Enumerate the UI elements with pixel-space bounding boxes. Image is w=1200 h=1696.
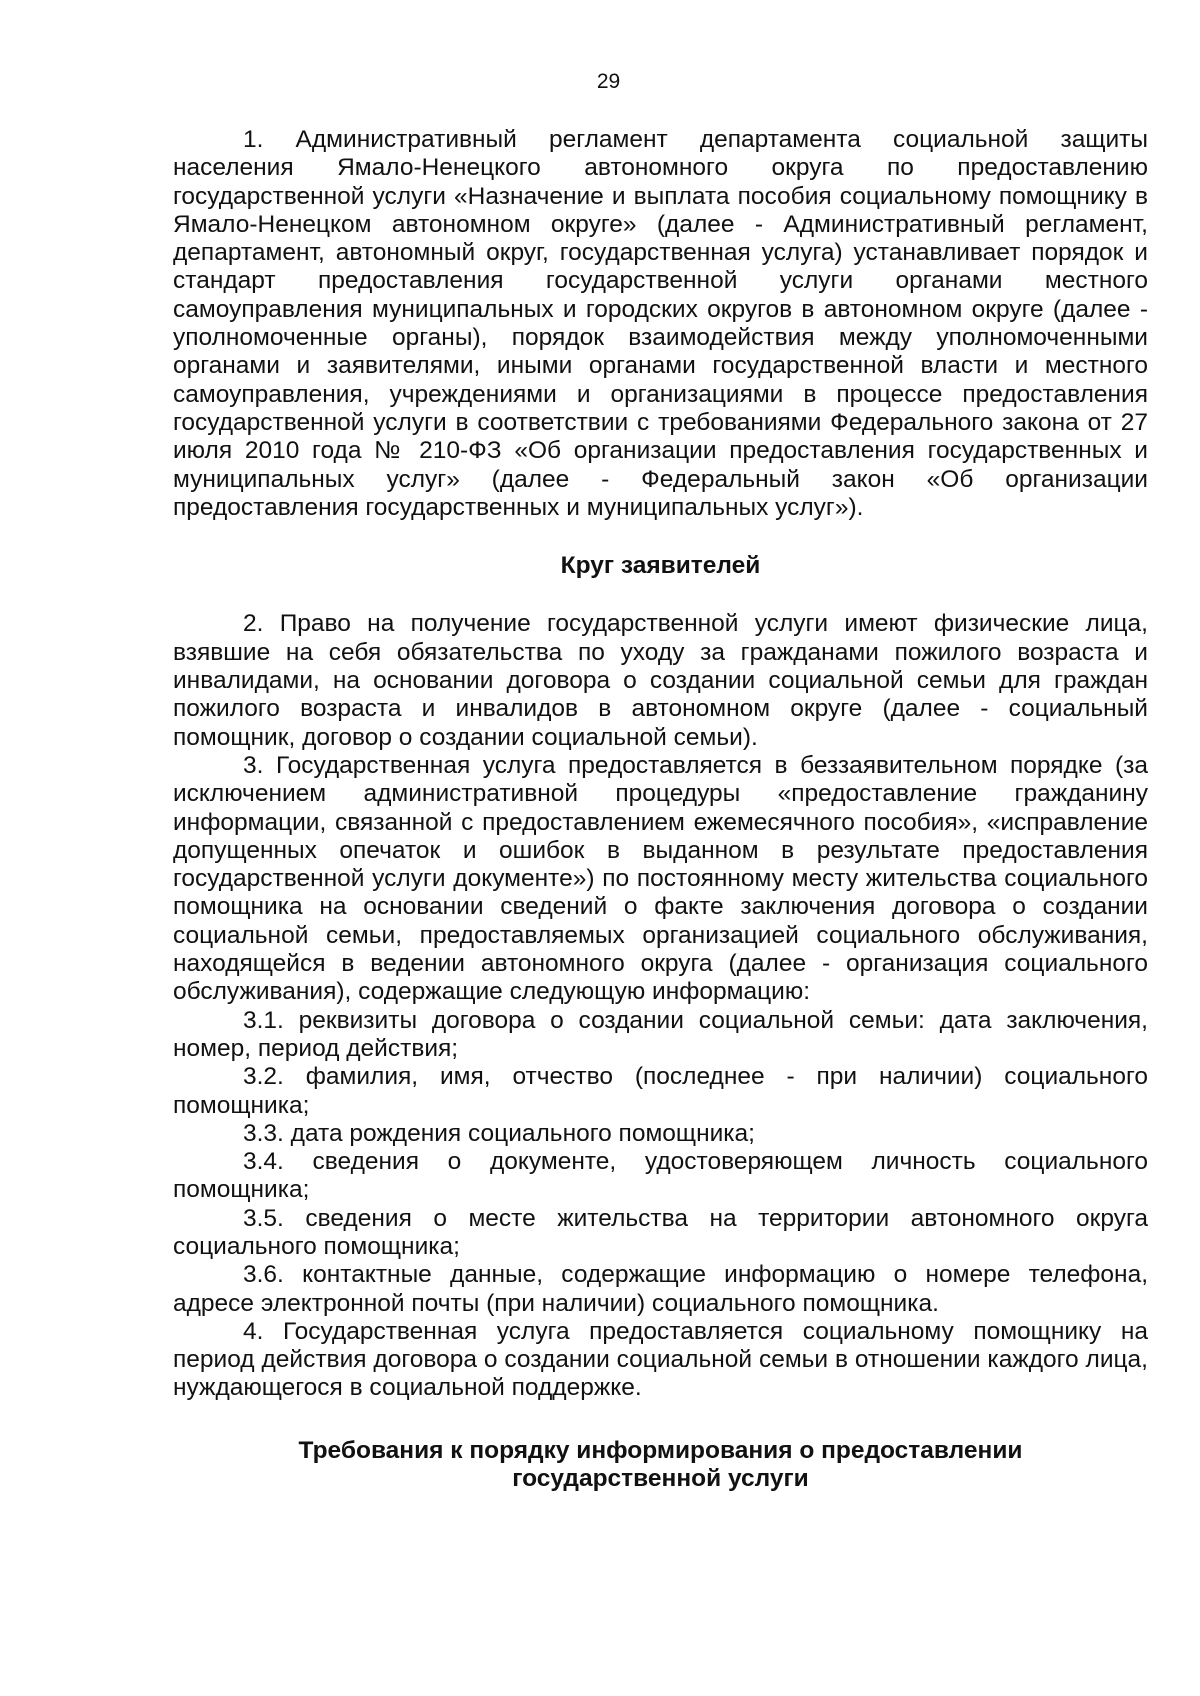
paragraph-3-1: 3.1. реквизиты договора о создании социальной семьи: дата заключения, номер, период действия;: [173, 1006, 1148, 1062]
paragraph-2: 2. Право на получение государственной услуги имеют физические лица, взявшие на себя обязательства по уходу за гражданами пожилого возраста и инвалидами, на основании договора о создании социальной семьи для граждан пожилого возраста и инвалидов в автономном округе (далее - социальный помощник, договор о создании социальной семьи).: [173, 610, 1148, 751]
paragraph-3-3: 3.3. дата рождения социального помощника;: [243, 1119, 755, 1147]
paragraph-1: 1. Административный регламент департамента социальной защиты населения Ямало-Ненецкого автономного округа по предоставлению государственной услуги «Назначение и выплата пособия социальному помощнику в Ямало-Ненецком автономном округе» (далее - Административный регламент, департамент, автономный округ, государственная услуга) устанавливает порядок и стандарт предоставления государственной услуги органами местного самоуправления муниципальных и городских округов в автономном округе (далее - уполномоченные органы), порядок взаимодействия между уполномоченными органами и заявителями, иными органами государственной власти и местного самоуправления, учреждениями и организациями в процессе предоставления государственной услуги в соответствии с требованиями Федерального закона от 27 июля 2010 года № 210-ФЗ «Об организации предоставления государственных и муниципальных услуг» (далее - Федеральный закон «Об организации предоставления государственных и муниципальных услуг»).: [173, 126, 1148, 521]
section-heading-informing-line-2: государственной услуги: [512, 1465, 809, 1493]
page-number: 29: [596, 70, 621, 93]
paragraph-3-6: 3.6. контактные данные, содержащие информацию о номере телефона, адресе электронной почты (при наличии) социального помощника.: [173, 1261, 1148, 1317]
section-heading-applicants: Круг заявителей: [560, 552, 761, 580]
document-body: [173, 126, 1148, 1493]
paragraph-3-5: 3.5. сведения о месте жительства на территории автономного округа социального помощника;: [173, 1204, 1148, 1260]
section-heading-informing-line-1: Требования к порядку информирования о предоставлении: [298, 1436, 1023, 1464]
paragraph-3-2: 3.2. фамилия, имя, отчество (последнее - при наличии) социального помощника;: [173, 1063, 1148, 1119]
paragraph-3-4: 3.4. сведения о документе, удостоверяющем личность социального помощника;: [173, 1148, 1148, 1204]
paragraph-4: 4. Государственная услуга предоставляется социальному помощнику на период действия договора о создании социальной семьи в отношении каждого лица, нуждающегося в социальной поддержке.: [173, 1317, 1148, 1402]
paragraph-3: 3. Государственная услуга предоставляется в беззаявительном порядке (за исключением административной процедуры «предоставление гражданину информации, связанной с предоставлением ежемесячного пособия», «исправление допущенных опечаток и ошибок в выданном в результате предоставления государственной услуги документе») по постоянному месту жительства социального помощника на основании сведений о факте заключения договора о создании социальной семьи, предоставляемых организацией социального обслуживания, находящейся в ведении автономного округа (далее - организация социального обслуживания), содержащие следующую информацию:: [173, 751, 1148, 1006]
section-heading-informing: [173, 1437, 1148, 1494]
applicants-section: [173, 610, 1148, 1402]
